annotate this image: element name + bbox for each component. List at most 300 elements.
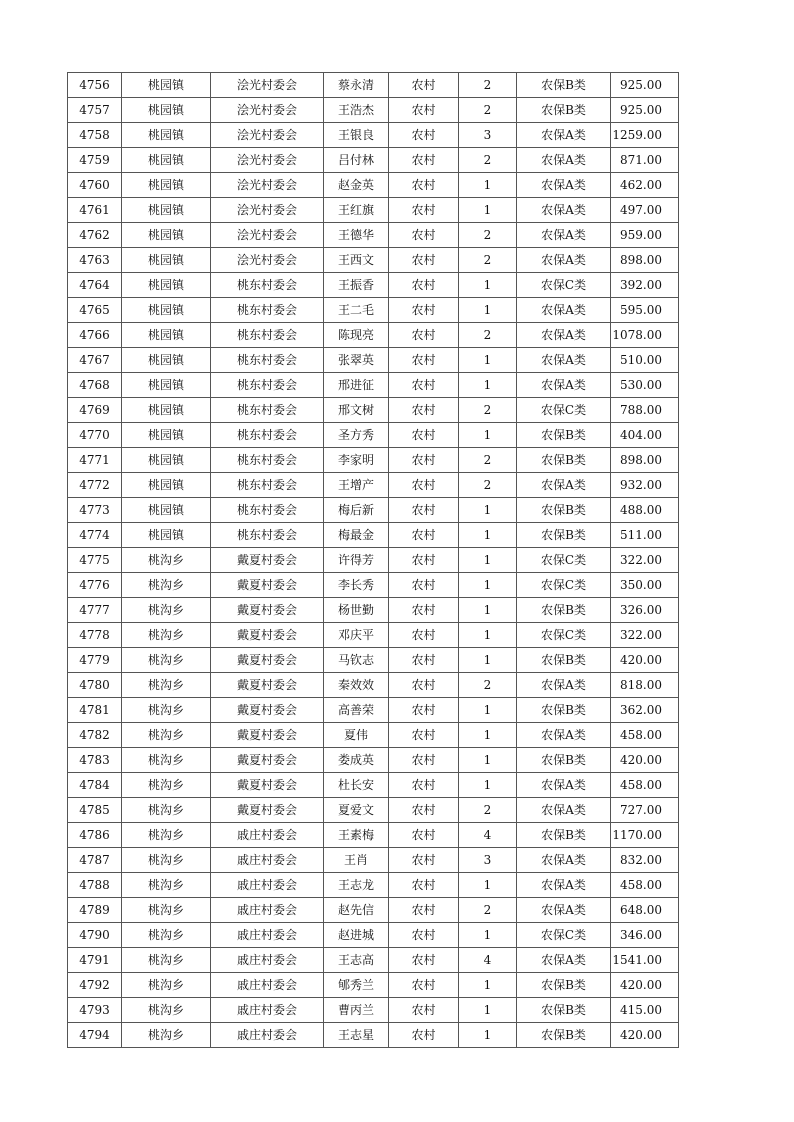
table-row: [68, 973, 679, 998]
cell-town: 桃沟乡: [122, 848, 211, 873]
cell-town: 桃园镇: [122, 523, 211, 548]
table-row: [68, 298, 679, 323]
cell-name: 王德华: [324, 223, 389, 248]
cell-serial-no: 4756: [68, 73, 122, 98]
cell-residence-type: 农村: [389, 73, 459, 98]
cell-household-count: 1: [459, 523, 517, 548]
cell-insurance-category: 农保B类: [517, 423, 611, 448]
cell-town: 桃园镇: [122, 348, 211, 373]
cell-insurance-category: 农保A类: [517, 323, 611, 348]
cell-town: 桃沟乡: [122, 698, 211, 723]
cell-town: 桃园镇: [122, 473, 211, 498]
cell-village-committee: 戴夏村委会: [211, 648, 324, 673]
cell-amount: 322.00: [611, 548, 679, 573]
cell-serial-no: 4792: [68, 973, 122, 998]
cell-insurance-category: 农保B类: [517, 1023, 611, 1048]
table-row: [68, 348, 679, 373]
cell-name: 蔡永清: [324, 73, 389, 98]
cell-household-count: 2: [459, 223, 517, 248]
cell-residence-type: 农村: [389, 923, 459, 948]
cell-town: 桃园镇: [122, 248, 211, 273]
cell-town: 桃沟乡: [122, 748, 211, 773]
cell-village-committee: 桃东村委会: [211, 523, 324, 548]
cell-name: 赵先信: [324, 898, 389, 923]
cell-insurance-category: 农保C类: [517, 273, 611, 298]
cell-amount: 818.00: [611, 673, 679, 698]
cell-residence-type: 农村: [389, 798, 459, 823]
cell-town: 桃沟乡: [122, 948, 211, 973]
cell-town: 桃园镇: [122, 423, 211, 448]
table-row: [68, 523, 679, 548]
cell-residence-type: 农村: [389, 348, 459, 373]
cell-serial-no: 4788: [68, 873, 122, 898]
cell-name: 曹丙兰: [324, 998, 389, 1023]
cell-insurance-category: 农保A类: [517, 223, 611, 248]
cell-residence-type: 农村: [389, 273, 459, 298]
cell-insurance-category: 农保C类: [517, 573, 611, 598]
table-row: [68, 373, 679, 398]
cell-town: 桃园镇: [122, 223, 211, 248]
table-row: [68, 723, 679, 748]
cell-town: 桃园镇: [122, 148, 211, 173]
cell-amount: 788.00: [611, 398, 679, 423]
cell-residence-type: 农村: [389, 523, 459, 548]
cell-village-committee: 戴夏村委会: [211, 548, 324, 573]
cell-residence-type: 农村: [389, 1023, 459, 1048]
cell-town: 桃园镇: [122, 298, 211, 323]
cell-serial-no: 4777: [68, 598, 122, 623]
cell-serial-no: 4775: [68, 548, 122, 573]
cell-residence-type: 农村: [389, 473, 459, 498]
cell-village-committee: 戚庄村委会: [211, 873, 324, 898]
cell-insurance-category: 农保A类: [517, 373, 611, 398]
table-row: [68, 1023, 679, 1048]
cell-household-count: 3: [459, 848, 517, 873]
table-row: [68, 648, 679, 673]
cell-residence-type: 农村: [389, 823, 459, 848]
cell-insurance-category: 农保B类: [517, 973, 611, 998]
cell-insurance-category: 农保B类: [517, 523, 611, 548]
cell-amount: 458.00: [611, 873, 679, 898]
cell-village-committee: 桃东村委会: [211, 298, 324, 323]
cell-town: 桃沟乡: [122, 823, 211, 848]
cell-town: 桃园镇: [122, 398, 211, 423]
cell-name: 邢进征: [324, 373, 389, 398]
cell-amount: 497.00: [611, 198, 679, 223]
cell-amount: 420.00: [611, 973, 679, 998]
cell-village-committee: 桃东村委会: [211, 448, 324, 473]
table-body: [68, 73, 679, 1048]
table-row: [68, 173, 679, 198]
cell-household-count: 1: [459, 623, 517, 648]
cell-household-count: 2: [459, 673, 517, 698]
cell-household-count: 2: [459, 473, 517, 498]
cell-amount: 420.00: [611, 748, 679, 773]
cell-name: 李长秀: [324, 573, 389, 598]
cell-household-count: 1: [459, 548, 517, 573]
cell-residence-type: 农村: [389, 198, 459, 223]
cell-name: 夏爱文: [324, 798, 389, 823]
cell-amount: 1078.00: [611, 323, 679, 348]
table-row: [68, 598, 679, 623]
cell-village-committee: 戴夏村委会: [211, 773, 324, 798]
cell-village-committee: 戚庄村委会: [211, 923, 324, 948]
cell-name: 王素梅: [324, 823, 389, 848]
cell-serial-no: 4779: [68, 648, 122, 673]
cell-town: 桃园镇: [122, 498, 211, 523]
cell-insurance-category: 农保B类: [517, 498, 611, 523]
cell-serial-no: 4791: [68, 948, 122, 973]
cell-town: 桃园镇: [122, 273, 211, 298]
cell-name: 王振香: [324, 273, 389, 298]
cell-residence-type: 农村: [389, 598, 459, 623]
cell-village-committee: 戚庄村委会: [211, 948, 324, 973]
cell-residence-type: 农村: [389, 248, 459, 273]
table-row: [68, 848, 679, 873]
table-row: [68, 823, 679, 848]
cell-serial-no: 4768: [68, 373, 122, 398]
cell-name: 赵进城: [324, 923, 389, 948]
cell-town: 桃沟乡: [122, 773, 211, 798]
cell-household-count: 1: [459, 273, 517, 298]
cell-town: 桃园镇: [122, 323, 211, 348]
table-row: [68, 898, 679, 923]
cell-household-count: 1: [459, 573, 517, 598]
cell-village-committee: 桃东村委会: [211, 373, 324, 398]
table-row: [68, 473, 679, 498]
cell-town: 桃沟乡: [122, 723, 211, 748]
cell-village-committee: 桃东村委会: [211, 398, 324, 423]
cell-serial-no: 4763: [68, 248, 122, 273]
cell-serial-no: 4790: [68, 923, 122, 948]
cell-household-count: 4: [459, 823, 517, 848]
cell-amount: 458.00: [611, 723, 679, 748]
table-row: [68, 748, 679, 773]
cell-village-committee: 浍光村委会: [211, 198, 324, 223]
cell-village-committee: 戴夏村委会: [211, 673, 324, 698]
table-row: [68, 398, 679, 423]
cell-village-committee: 戴夏村委会: [211, 723, 324, 748]
cell-town: 桃沟乡: [122, 998, 211, 1023]
cell-insurance-category: 农保B类: [517, 598, 611, 623]
cell-village-committee: 桃东村委会: [211, 423, 324, 448]
table-row: [68, 198, 679, 223]
cell-insurance-category: 农保A类: [517, 673, 611, 698]
cell-name: 吕付林: [324, 148, 389, 173]
cell-serial-no: 4773: [68, 498, 122, 523]
cell-town: 桃园镇: [122, 73, 211, 98]
cell-insurance-category: 农保A类: [517, 773, 611, 798]
cell-household-count: 1: [459, 1023, 517, 1048]
cell-household-count: 2: [459, 248, 517, 273]
cell-town: 桃沟乡: [122, 898, 211, 923]
cell-serial-no: 4770: [68, 423, 122, 448]
cell-residence-type: 农村: [389, 998, 459, 1023]
cell-name: 马钦志: [324, 648, 389, 673]
table-row: [68, 73, 679, 98]
cell-village-committee: 桃东村委会: [211, 348, 324, 373]
cell-serial-no: 4793: [68, 998, 122, 1023]
cell-household-count: 1: [459, 873, 517, 898]
cell-insurance-category: 农保A类: [517, 873, 611, 898]
cell-household-count: 1: [459, 773, 517, 798]
cell-household-count: 2: [459, 323, 517, 348]
cell-residence-type: 农村: [389, 423, 459, 448]
cell-household-count: 1: [459, 298, 517, 323]
cell-residence-type: 农村: [389, 298, 459, 323]
cell-residence-type: 农村: [389, 573, 459, 598]
cell-town: 桃沟乡: [122, 573, 211, 598]
cell-name: 王肖: [324, 848, 389, 873]
cell-serial-no: 4781: [68, 698, 122, 723]
cell-name: 张翠英: [324, 348, 389, 373]
cell-amount: 458.00: [611, 773, 679, 798]
cell-name: 王志龙: [324, 873, 389, 898]
table-row: [68, 98, 679, 123]
cell-village-committee: 浍光村委会: [211, 123, 324, 148]
cell-amount: 959.00: [611, 223, 679, 248]
cell-amount: 898.00: [611, 248, 679, 273]
cell-household-count: 2: [459, 398, 517, 423]
cell-amount: 595.00: [611, 298, 679, 323]
cell-name: 邢文树: [324, 398, 389, 423]
cell-residence-type: 农村: [389, 848, 459, 873]
cell-name: 李家明: [324, 448, 389, 473]
cell-village-committee: 桃东村委会: [211, 323, 324, 348]
cell-name: 王志星: [324, 1023, 389, 1048]
cell-name: 许得芳: [324, 548, 389, 573]
cell-amount: 727.00: [611, 798, 679, 823]
cell-name: 陈现亮: [324, 323, 389, 348]
cell-serial-no: 4772: [68, 473, 122, 498]
cell-town: 桃园镇: [122, 173, 211, 198]
cell-village-committee: 浍光村委会: [211, 223, 324, 248]
cell-household-count: 3: [459, 123, 517, 148]
cell-village-committee: 戴夏村委会: [211, 598, 324, 623]
cell-name: 梅后新: [324, 498, 389, 523]
cell-amount: 420.00: [611, 648, 679, 673]
cell-town: 桃园镇: [122, 198, 211, 223]
cell-residence-type: 农村: [389, 948, 459, 973]
cell-household-count: 1: [459, 723, 517, 748]
table-row: [68, 123, 679, 148]
cell-amount: 1259.00: [611, 123, 679, 148]
cell-amount: 404.00: [611, 423, 679, 448]
table-row: [68, 248, 679, 273]
cell-village-committee: 戚庄村委会: [211, 998, 324, 1023]
cell-serial-no: 4767: [68, 348, 122, 373]
cell-insurance-category: 农保B类: [517, 748, 611, 773]
cell-household-count: 1: [459, 373, 517, 398]
cell-serial-no: 4787: [68, 848, 122, 873]
cell-insurance-category: 农保A类: [517, 898, 611, 923]
cell-serial-no: 4789: [68, 898, 122, 923]
cell-name: 王二毛: [324, 298, 389, 323]
cell-residence-type: 农村: [389, 223, 459, 248]
cell-name: 娄成英: [324, 748, 389, 773]
table-row: [68, 623, 679, 648]
cell-amount: 511.00: [611, 523, 679, 548]
cell-town: 桃沟乡: [122, 798, 211, 823]
cell-amount: 530.00: [611, 373, 679, 398]
cell-town: 桃园镇: [122, 448, 211, 473]
cell-household-count: 1: [459, 973, 517, 998]
cell-residence-type: 农村: [389, 673, 459, 698]
cell-town: 桃沟乡: [122, 873, 211, 898]
cell-village-committee: 浍光村委会: [211, 248, 324, 273]
cell-serial-no: 4771: [68, 448, 122, 473]
cell-serial-no: 4776: [68, 573, 122, 598]
cell-serial-no: 4784: [68, 773, 122, 798]
cell-household-count: 1: [459, 598, 517, 623]
table-row: [68, 948, 679, 973]
cell-amount: 415.00: [611, 998, 679, 1023]
cell-serial-no: 4769: [68, 398, 122, 423]
cell-name: 赵金英: [324, 173, 389, 198]
cell-serial-no: 4786: [68, 823, 122, 848]
cell-insurance-category: 农保A类: [517, 248, 611, 273]
table-row: [68, 323, 679, 348]
cell-name: 夏伟: [324, 723, 389, 748]
cell-town: 桃沟乡: [122, 973, 211, 998]
cell-town: 桃沟乡: [122, 673, 211, 698]
table-row: [68, 923, 679, 948]
cell-residence-type: 农村: [389, 373, 459, 398]
cell-village-committee: 戴夏村委会: [211, 698, 324, 723]
table-row: [68, 423, 679, 448]
cell-household-count: 1: [459, 498, 517, 523]
table-row: [68, 873, 679, 898]
cell-household-count: 1: [459, 198, 517, 223]
cell-amount: 462.00: [611, 173, 679, 198]
cell-town: 桃园镇: [122, 123, 211, 148]
cell-town: 桃沟乡: [122, 623, 211, 648]
cell-town: 桃沟乡: [122, 1023, 211, 1048]
cell-serial-no: 4758: [68, 123, 122, 148]
cell-village-committee: 浍光村委会: [211, 173, 324, 198]
cell-insurance-category: 农保A类: [517, 148, 611, 173]
cell-insurance-category: 农保A类: [517, 473, 611, 498]
cell-town: 桃沟乡: [122, 923, 211, 948]
cell-insurance-category: 农保B类: [517, 698, 611, 723]
cell-residence-type: 农村: [389, 123, 459, 148]
cell-name: 圣方秀: [324, 423, 389, 448]
table-row: [68, 998, 679, 1023]
cell-village-committee: 戚庄村委会: [211, 823, 324, 848]
cell-village-committee: 浍光村委会: [211, 148, 324, 173]
cell-serial-no: 4761: [68, 198, 122, 223]
cell-insurance-category: 农保C类: [517, 398, 611, 423]
table-row: [68, 448, 679, 473]
cell-household-count: 2: [459, 798, 517, 823]
cell-village-committee: 桃东村委会: [211, 273, 324, 298]
cell-household-count: 4: [459, 948, 517, 973]
cell-amount: 871.00: [611, 148, 679, 173]
cell-amount: 362.00: [611, 698, 679, 723]
cell-residence-type: 农村: [389, 98, 459, 123]
cell-name: 王红旗: [324, 198, 389, 223]
table-row: [68, 548, 679, 573]
cell-insurance-category: 农保B类: [517, 648, 611, 673]
cell-household-count: 1: [459, 998, 517, 1023]
cell-insurance-category: 农保A类: [517, 798, 611, 823]
cell-town: 桃沟乡: [122, 548, 211, 573]
cell-amount: 322.00: [611, 623, 679, 648]
cell-village-committee: 戚庄村委会: [211, 848, 324, 873]
cell-insurance-category: 农保B类: [517, 73, 611, 98]
cell-village-committee: 戴夏村委会: [211, 623, 324, 648]
cell-amount: 832.00: [611, 848, 679, 873]
cell-household-count: 2: [459, 73, 517, 98]
cell-serial-no: 4778: [68, 623, 122, 648]
table-row: [68, 798, 679, 823]
cell-household-count: 1: [459, 173, 517, 198]
cell-household-count: 2: [459, 898, 517, 923]
cell-name: 杜长安: [324, 773, 389, 798]
cell-town: 桃园镇: [122, 98, 211, 123]
cell-household-count: 1: [459, 423, 517, 448]
table-row: [68, 223, 679, 248]
table-row: [68, 573, 679, 598]
allowance-table: [67, 72, 679, 1048]
cell-residence-type: 农村: [389, 723, 459, 748]
cell-town: 桃园镇: [122, 373, 211, 398]
cell-amount: 648.00: [611, 898, 679, 923]
table-row: [68, 773, 679, 798]
cell-residence-type: 农村: [389, 698, 459, 723]
cell-amount: 1170.00: [611, 823, 679, 848]
cell-serial-no: 4783: [68, 748, 122, 773]
cell-name: 杨世勤: [324, 598, 389, 623]
cell-insurance-category: 农保A类: [517, 298, 611, 323]
cell-household-count: 1: [459, 348, 517, 373]
cell-town: 桃沟乡: [122, 648, 211, 673]
cell-amount: 510.00: [611, 348, 679, 373]
cell-insurance-category: 农保A类: [517, 123, 611, 148]
cell-amount: 346.00: [611, 923, 679, 948]
cell-insurance-category: 农保A类: [517, 848, 611, 873]
cell-household-count: 1: [459, 648, 517, 673]
cell-amount: 350.00: [611, 573, 679, 598]
cell-household-count: 2: [459, 98, 517, 123]
cell-residence-type: 农村: [389, 623, 459, 648]
cell-residence-type: 农村: [389, 873, 459, 898]
cell-village-committee: 戚庄村委会: [211, 1023, 324, 1048]
table-row: [68, 673, 679, 698]
cell-village-committee: 桃东村委会: [211, 473, 324, 498]
cell-name: 郇秀兰: [324, 973, 389, 998]
table-row: [68, 273, 679, 298]
cell-name: 王志高: [324, 948, 389, 973]
cell-amount: 925.00: [611, 98, 679, 123]
cell-insurance-category: 农保A类: [517, 173, 611, 198]
cell-serial-no: 4782: [68, 723, 122, 748]
cell-insurance-category: 农保A类: [517, 723, 611, 748]
cell-amount: 392.00: [611, 273, 679, 298]
cell-name: 王浩杰: [324, 98, 389, 123]
cell-insurance-category: 农保C类: [517, 623, 611, 648]
cell-name: 王西文: [324, 248, 389, 273]
cell-name: 王银良: [324, 123, 389, 148]
cell-residence-type: 农村: [389, 148, 459, 173]
cell-insurance-category: 农保B类: [517, 823, 611, 848]
cell-residence-type: 农村: [389, 548, 459, 573]
cell-insurance-category: 农保B类: [517, 998, 611, 1023]
cell-serial-no: 4785: [68, 798, 122, 823]
cell-serial-no: 4762: [68, 223, 122, 248]
cell-name: 王增产: [324, 473, 389, 498]
cell-household-count: 2: [459, 448, 517, 473]
